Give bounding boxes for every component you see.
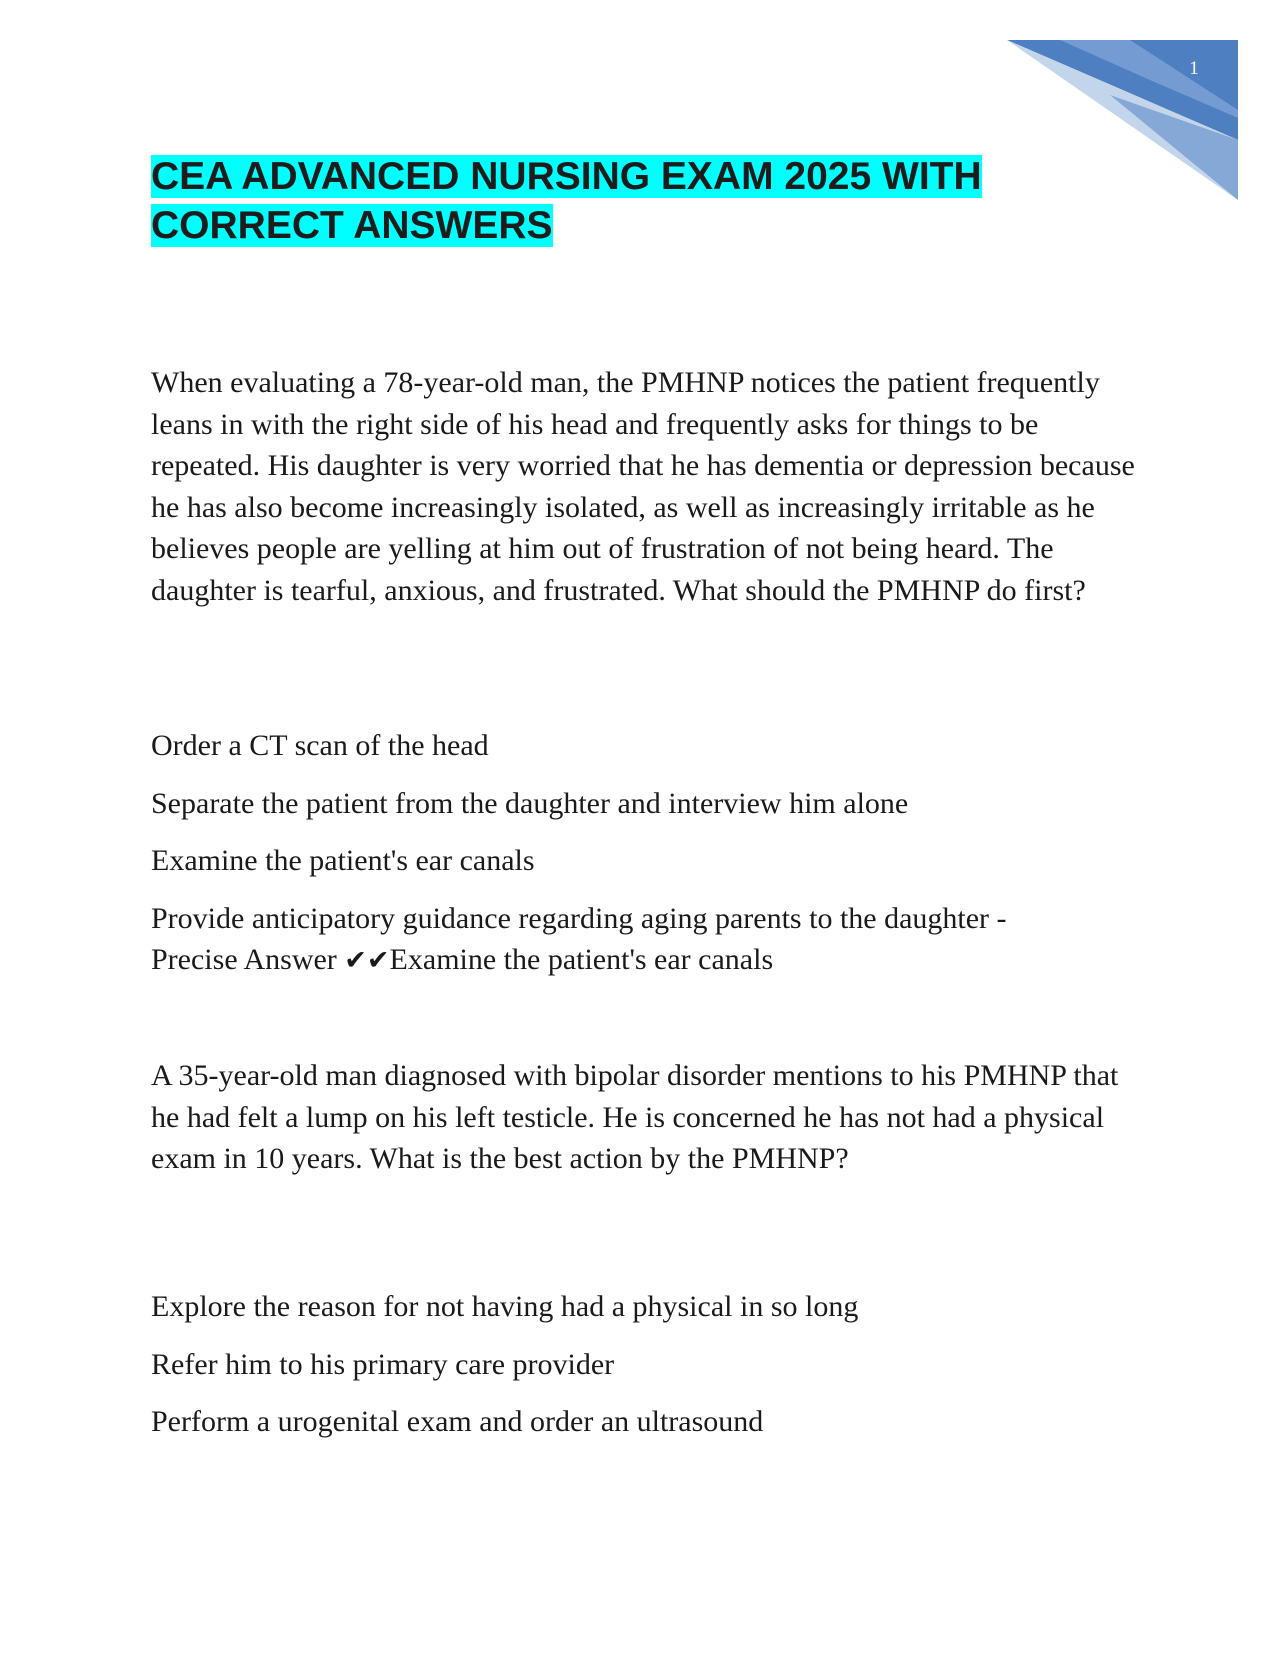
answer-text: Examine the patient's ear canals	[389, 943, 774, 976]
question-2-options	[151, 1286, 1141, 1459]
question-1-text: When evaluating a 78-year-old man, the PMHNP notices the patient frequently leans in with the right side of his head and frequently asks for things to be repeated. His daughter is very worried that he has dementia or depression because he has also become increasingly isolated, as well as increasingly irritable as he believes people are yelling at him out of frustration of not being heard. The daughter is tearful, anxious, and frustrated. What should the PMHNP do first?	[151, 366, 1135, 607]
question-1-option-2: Separate the patient from the daughter and interview him alone	[151, 786, 909, 820]
question-2-option-1: Explore the reason for not having had a physical in so long	[151, 1290, 859, 1323]
question-1-option-3: Examine the patient's ear canals	[151, 844, 535, 877]
title-line-1: CEA ADVANCED NURSING EXAM 2025 WITH	[151, 155, 982, 198]
question-2-option-3: Perform a urogenital exam and order an ultrasound	[151, 1405, 764, 1438]
question-1-option-4: Provide anticipatory guidance regarding aging parents to the daughter -	[151, 901, 1007, 935]
title-line-2: CORRECT ANSWERS	[151, 204, 553, 247]
question-1-answer	[151, 939, 1141, 982]
document-title	[151, 152, 1111, 250]
question-2	[151, 1055, 1141, 1180]
question-2-option-2: Refer him to his primary care provider	[151, 1347, 615, 1381]
page-number: 1	[1189, 58, 1199, 79]
question-2-text: A 35-year-old man diagnosed with bipolar disorder mentions to his PMHNP that he had felt a lump on his left testicle. He is concerned he has not had a physical exam in 10 years. What is the best action by the PMHNP?	[151, 1059, 1119, 1175]
question-1-options	[151, 725, 1141, 982]
question-1-option-1: Order a CT scan of the head	[151, 729, 489, 762]
checkmark-icon: ✔✔	[344, 945, 390, 976]
question-1	[151, 362, 1141, 611]
answer-prefix: Precise Answer	[151, 943, 337, 976]
